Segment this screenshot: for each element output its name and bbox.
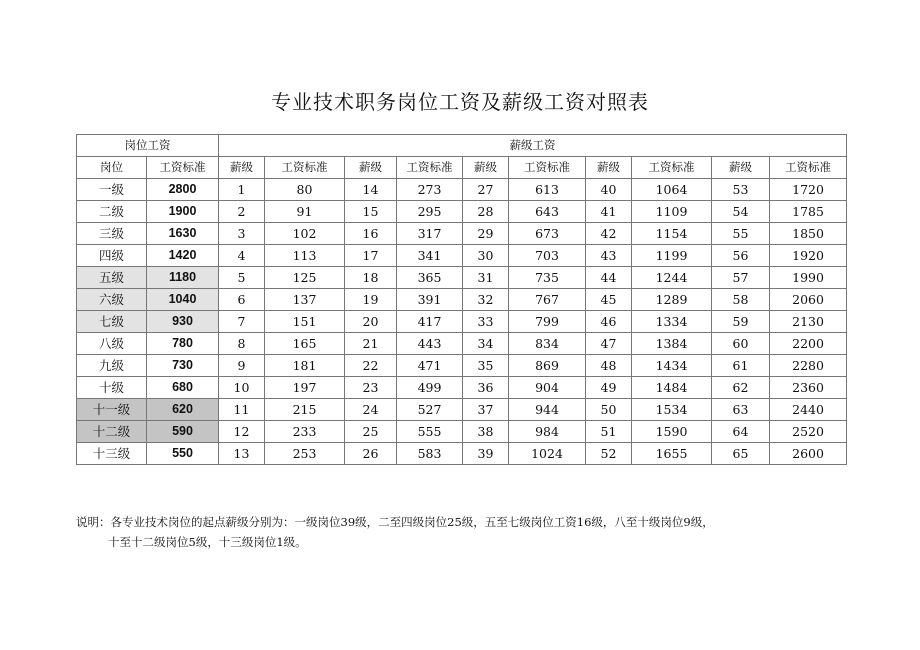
grade-column-header: 薪级 (712, 157, 770, 179)
grade-cell: 3 (219, 223, 265, 245)
grade-salary-cell: 643 (509, 201, 586, 223)
grade-cell: 8 (219, 333, 265, 355)
grade-salary-cell: 735 (509, 267, 586, 289)
grade-cell: 56 (712, 245, 770, 267)
grade-salary-cell: 1434 (632, 355, 712, 377)
table-row (77, 267, 847, 289)
grade-salary-cell: 555 (397, 421, 463, 443)
post-level-cell: 二级 (77, 201, 147, 223)
grade-salary-cell: 91 (265, 201, 345, 223)
grade-cell: 14 (345, 179, 397, 201)
grade-salary-cell: 1199 (632, 245, 712, 267)
grade-salary-cell: 834 (509, 333, 586, 355)
grade-salary-cell: 2280 (770, 355, 847, 377)
grade-cell: 19 (345, 289, 397, 311)
grade-salary-cell: 1154 (632, 223, 712, 245)
grade-std-column-header: 工资标准 (632, 157, 712, 179)
grade-cell: 40 (586, 179, 632, 201)
table-row (77, 333, 847, 355)
grade-salary-cell: 1289 (632, 289, 712, 311)
grade-salary-cell: 2200 (770, 333, 847, 355)
table-body (77, 179, 847, 465)
grade-salary-cell: 1720 (770, 179, 847, 201)
grade-cell: 64 (712, 421, 770, 443)
grade-salary-cell: 1590 (632, 421, 712, 443)
grade-cell: 47 (586, 333, 632, 355)
grade-cell: 65 (712, 443, 770, 465)
grade-cell: 51 (586, 421, 632, 443)
grade-salary-cell: 365 (397, 267, 463, 289)
post-salary-cell: 780 (147, 333, 219, 355)
grade-cell: 38 (463, 421, 509, 443)
grade-salary-cell: 1384 (632, 333, 712, 355)
grade-cell: 29 (463, 223, 509, 245)
grade-salary-cell: 2130 (770, 311, 847, 333)
grade-column-header: 薪级 (345, 157, 397, 179)
grade-cell: 13 (219, 443, 265, 465)
post-level-cell: 十级 (77, 377, 147, 399)
grade-cell: 39 (463, 443, 509, 465)
grade-salary-cell: 583 (397, 443, 463, 465)
grade-cell: 31 (463, 267, 509, 289)
note-line-1: 说明：各专业技术岗位的起点薪级分别为：一级岗位39级，二至四级岗位25级，五至七级岗位工资16级，八至十级岗位9级， (76, 515, 714, 529)
grade-cell: 2 (219, 201, 265, 223)
grade-column-header: 薪级 (219, 157, 265, 179)
grade-salary-cell: 80 (265, 179, 345, 201)
grade-cell: 22 (345, 355, 397, 377)
grade-salary-cell: 499 (397, 377, 463, 399)
grade-salary-cell: 443 (397, 333, 463, 355)
table-row (77, 245, 847, 267)
grade-salary-cell: 165 (265, 333, 345, 355)
grade-salary-cell: 984 (509, 421, 586, 443)
post-salary-cell: 1900 (147, 201, 219, 223)
grade-cell: 49 (586, 377, 632, 399)
grade-cell: 35 (463, 355, 509, 377)
grade-cell: 55 (712, 223, 770, 245)
grade-cell: 6 (219, 289, 265, 311)
grade-cell: 30 (463, 245, 509, 267)
grade-salary-cell: 137 (265, 289, 345, 311)
grade-salary-cell: 1920 (770, 245, 847, 267)
grade-salary-cell: 527 (397, 399, 463, 421)
grade-cell: 60 (712, 333, 770, 355)
grade-cell: 4 (219, 245, 265, 267)
grade-salary-cell: 295 (397, 201, 463, 223)
grade-cell: 45 (586, 289, 632, 311)
grade-cell: 27 (463, 179, 509, 201)
grade-salary-cell: 1990 (770, 267, 847, 289)
grade-salary-cell: 1024 (509, 443, 586, 465)
grade-salary-header: 薪级工资 (219, 135, 847, 157)
grade-cell: 43 (586, 245, 632, 267)
grade-salary-cell: 471 (397, 355, 463, 377)
grade-salary-cell: 1244 (632, 267, 712, 289)
salary-table (76, 134, 847, 465)
grade-cell: 59 (712, 311, 770, 333)
grade-std-column-header: 工资标准 (509, 157, 586, 179)
grade-cell: 5 (219, 267, 265, 289)
grade-cell: 61 (712, 355, 770, 377)
grade-salary-cell: 1785 (770, 201, 847, 223)
table-row (77, 179, 847, 201)
post-level-cell: 五级 (77, 267, 147, 289)
grade-cell: 58 (712, 289, 770, 311)
grade-cell: 16 (345, 223, 397, 245)
post-level-cell: 八级 (77, 333, 147, 355)
grade-salary-cell: 253 (265, 443, 345, 465)
grade-salary-cell: 102 (265, 223, 345, 245)
grade-salary-cell: 273 (397, 179, 463, 201)
grade-salary-cell: 2060 (770, 289, 847, 311)
grade-salary-cell: 233 (265, 421, 345, 443)
grade-salary-cell: 391 (397, 289, 463, 311)
table-row (77, 355, 847, 377)
post-salary-header: 岗位工资 (77, 135, 219, 157)
grade-cell: 18 (345, 267, 397, 289)
grade-salary-cell: 2360 (770, 377, 847, 399)
grade-cell: 33 (463, 311, 509, 333)
grade-cell: 57 (712, 267, 770, 289)
grade-salary-cell: 2520 (770, 421, 847, 443)
grade-cell: 9 (219, 355, 265, 377)
grade-cell: 32 (463, 289, 509, 311)
post-salary-cell: 680 (147, 377, 219, 399)
grade-cell: 15 (345, 201, 397, 223)
grade-salary-cell: 869 (509, 355, 586, 377)
grade-cell: 48 (586, 355, 632, 377)
grade-salary-cell: 197 (265, 377, 345, 399)
grade-salary-cell: 904 (509, 377, 586, 399)
post-salary-cell: 590 (147, 421, 219, 443)
grade-salary-cell: 151 (265, 311, 345, 333)
grade-cell: 52 (586, 443, 632, 465)
post-salary-cell: 1180 (147, 267, 219, 289)
post-level-cell: 四级 (77, 245, 147, 267)
grade-salary-cell: 417 (397, 311, 463, 333)
table-row (77, 421, 847, 443)
grade-salary-cell: 2440 (770, 399, 847, 421)
grade-salary-cell: 1484 (632, 377, 712, 399)
grade-salary-cell: 673 (509, 223, 586, 245)
grade-salary-cell: 1850 (770, 223, 847, 245)
grade-cell: 37 (463, 399, 509, 421)
grade-std-column-header: 工资标准 (265, 157, 345, 179)
grade-salary-cell: 1534 (632, 399, 712, 421)
grade-std-column-header: 工资标准 (397, 157, 463, 179)
table-row (77, 443, 847, 465)
grade-cell: 62 (712, 377, 770, 399)
post-level-cell: 十一级 (77, 399, 147, 421)
grade-cell: 44 (586, 267, 632, 289)
post-level-cell: 一级 (77, 179, 147, 201)
post-column-header: 岗位 (77, 157, 147, 179)
post-level-cell: 六级 (77, 289, 147, 311)
post-level-cell: 十三级 (77, 443, 147, 465)
grade-cell: 1 (219, 179, 265, 201)
post-salary-cell: 930 (147, 311, 219, 333)
grade-cell: 11 (219, 399, 265, 421)
grade-cell: 26 (345, 443, 397, 465)
grade-salary-cell: 215 (265, 399, 345, 421)
grade-salary-cell: 703 (509, 245, 586, 267)
post-salary-cell: 550 (147, 443, 219, 465)
grade-salary-cell: 767 (509, 289, 586, 311)
grade-cell: 7 (219, 311, 265, 333)
grade-salary-cell: 2600 (770, 443, 847, 465)
grade-cell: 21 (345, 333, 397, 355)
table-row (77, 399, 847, 421)
table-row (77, 311, 847, 333)
grade-salary-cell: 944 (509, 399, 586, 421)
grade-cell: 20 (345, 311, 397, 333)
grade-cell: 41 (586, 201, 632, 223)
grade-cell: 36 (463, 377, 509, 399)
post-level-cell: 十二级 (77, 421, 147, 443)
table-row (77, 201, 847, 223)
grade-column-header: 薪级 (586, 157, 632, 179)
grade-salary-cell: 317 (397, 223, 463, 245)
grade-cell: 28 (463, 201, 509, 223)
grade-salary-cell: 181 (265, 355, 345, 377)
post-level-cell: 三级 (77, 223, 147, 245)
grade-salary-cell: 799 (509, 311, 586, 333)
grade-cell: 54 (712, 201, 770, 223)
grade-salary-cell: 113 (265, 245, 345, 267)
post-level-cell: 七级 (77, 311, 147, 333)
post-std-column-header: 工资标准 (147, 157, 219, 179)
grade-std-column-header: 工资标准 (770, 157, 847, 179)
grade-cell: 25 (345, 421, 397, 443)
post-salary-cell: 2800 (147, 179, 219, 201)
grade-salary-cell: 1655 (632, 443, 712, 465)
grade-cell: 34 (463, 333, 509, 355)
post-salary-cell: 1420 (147, 245, 219, 267)
post-salary-cell: 730 (147, 355, 219, 377)
grade-cell: 53 (712, 179, 770, 201)
grade-cell: 12 (219, 421, 265, 443)
grade-salary-cell: 1064 (632, 179, 712, 201)
post-salary-cell: 620 (147, 399, 219, 421)
table-row (77, 377, 847, 399)
table-row (77, 289, 847, 311)
header-group-row (77, 135, 847, 157)
grade-cell: 50 (586, 399, 632, 421)
grade-cell: 42 (586, 223, 632, 245)
table-row (77, 223, 847, 245)
post-salary-cell: 1630 (147, 223, 219, 245)
grade-salary-cell: 613 (509, 179, 586, 201)
grade-cell: 10 (219, 377, 265, 399)
grade-salary-cell: 1334 (632, 311, 712, 333)
grade-cell: 23 (345, 377, 397, 399)
grade-cell: 24 (345, 399, 397, 421)
grade-cell: 17 (345, 245, 397, 267)
grade-salary-cell: 341 (397, 245, 463, 267)
post-level-cell: 九级 (77, 355, 147, 377)
grade-salary-cell: 125 (265, 267, 345, 289)
note-line-2: 十至十二级岗位5级，十三级岗位1级。 (108, 535, 307, 549)
grade-cell: 63 (712, 399, 770, 421)
grade-salary-cell: 1109 (632, 201, 712, 223)
explanation-note (76, 512, 714, 552)
page-title: 专业技术职务岗位工资及薪级工资对照表 (271, 90, 649, 114)
header-column-row (77, 157, 847, 179)
post-salary-cell: 1040 (147, 289, 219, 311)
grade-cell: 46 (586, 311, 632, 333)
grade-column-header: 薪级 (463, 157, 509, 179)
